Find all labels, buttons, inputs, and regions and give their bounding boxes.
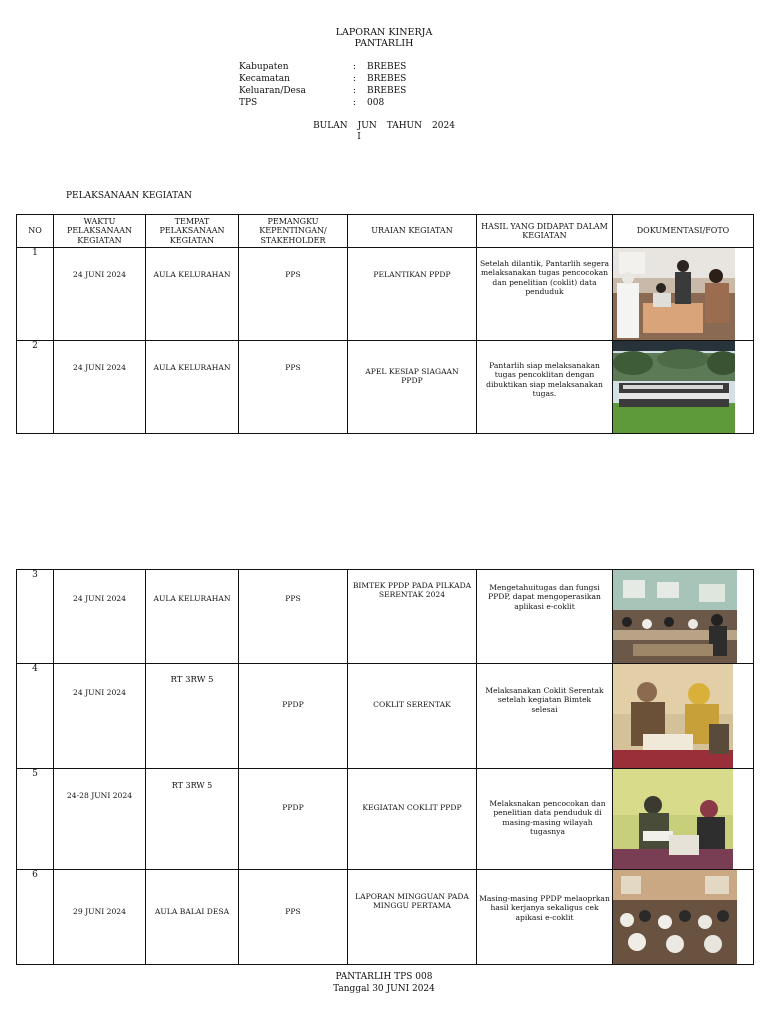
title-line-1: LAPORAN KINERJA <box>335 27 433 38</box>
row-pemangku: PPS <box>239 870 348 965</box>
row-pemangku: PPS <box>239 570 348 664</box>
row-waktu: 24 JUNI 2024 <box>54 570 146 664</box>
table-row <box>17 769 754 870</box>
report-meta <box>239 61 406 109</box>
col-header-no: NO <box>17 215 54 248</box>
report-title <box>0 27 768 49</box>
row-pemangku: PPS <box>239 341 348 434</box>
row-no: 5 <box>17 769 54 870</box>
row-uraian: PELANTIKAN PPDP <box>348 248 477 341</box>
row-no: 3 <box>17 570 54 664</box>
row-uraian: APEL KESIAP SIAGAAN PPDP <box>348 341 477 434</box>
row-no: 6 <box>17 870 54 965</box>
row-pemangku: PPDP <box>239 769 348 870</box>
row-uraian: KEGIATAN COKLIT PPDP <box>348 769 477 870</box>
report-footer <box>0 971 768 995</box>
row-photo <box>613 248 754 341</box>
bulan-value: JUN <box>357 121 377 131</box>
activity-table-page-1 <box>16 214 754 434</box>
row-tempat: RT 3RW 5 <box>146 664 239 769</box>
table-row <box>17 341 754 434</box>
row-photo <box>613 341 754 434</box>
row-hasil: Setelah dilantik, Pantarlih segera melaksanakan tugas pencocokan dan penelitian (coklit) data penduduk <box>477 248 613 341</box>
row-photo <box>613 664 754 769</box>
footer-date: Tanggal 30 JUNI 2024 <box>333 984 435 994</box>
table-row <box>17 664 754 769</box>
row-waktu: 24-28 JUNI 2024 <box>54 769 146 870</box>
meta-row: Keluaran/Desa : BREBES <box>239 86 407 96</box>
row-uraian: BIMTEK PPDP PADA PILKADA SERENTAK 2024 <box>348 570 477 664</box>
col-header-dokumentasi: DOKUMENTASI/FOTO <box>613 215 754 248</box>
training-room-photo <box>613 570 737 663</box>
col-header-pemangku: PEMANGKU KEPENTINGAN/ STAKEHOLDER <box>239 215 348 248</box>
tahun-label: TAHUN <box>386 121 423 131</box>
bulan-suffix: I <box>357 132 361 142</box>
row-photo <box>613 570 754 664</box>
row-hasil: Masing-masing PPDP melaoprkan hasil kerjanya sekaligus cek apikasi e-coklit <box>477 870 613 965</box>
col-header-uraian: URAIAN KEGIATAN <box>348 215 477 248</box>
table-row <box>17 870 754 965</box>
row-waktu: 29 JUNI 2024 <box>54 870 146 965</box>
col-header-waktu: WAKTU PELAKSANAAN KEGIATAN <box>54 215 146 248</box>
row-no: 1 <box>17 248 54 341</box>
bulan-label: BULAN <box>313 121 348 131</box>
row-waktu: 24 JUNI 2024 <box>54 248 146 341</box>
row-photo <box>613 870 754 965</box>
row-tempat: AULA BALAI DESA <box>146 870 239 965</box>
row-tempat: AULA KELURAHAN <box>146 570 239 664</box>
col-header-hasil: HASIL YANG DIDAPAT DALAM KEGIATAN <box>477 215 613 248</box>
row-uraian: COKLIT SERENTAK <box>348 664 477 769</box>
tahun-value: 2024 <box>432 121 455 131</box>
row-tempat: AULA KELURAHAN <box>146 341 239 434</box>
classroom-photo <box>613 248 735 340</box>
table-header-row <box>17 215 754 248</box>
row-no: 4 <box>17 664 54 769</box>
row-hasil: Melaksnakan pencocokan dan penelitian data penduduk di masing-masing wilayah tugasnya <box>477 769 613 870</box>
row-pemangku: PPDP <box>239 664 348 769</box>
row-waktu: 24 JUNI 2024 <box>54 664 146 769</box>
group-outdoor-photo <box>613 341 735 433</box>
table-row <box>17 248 754 341</box>
section-title: PELAKSANAAN KEGIATAN <box>66 191 193 201</box>
footer-signatory: PANTARLIH TPS 008 <box>335 972 433 982</box>
row-hasil: Mengetahuitugas dan fungsi PPDP, dapat mengoperasikan aplikasi e-coklit <box>477 570 613 664</box>
row-hasil: Pantarlih siap melaksanakan tugas pencoklitan dengan dibuktikan siap melaksanakan tugas. <box>477 341 613 434</box>
row-waktu: 24 JUNI 2024 <box>54 341 146 434</box>
col-header-tempat: TEMPAT PELAKSANAAN KEGIATAN <box>146 215 239 248</box>
meta-row: TPS : 008 <box>239 98 385 108</box>
activity-table-page-2 <box>16 569 754 965</box>
house-interview-photo <box>613 769 733 869</box>
home-visit-photo <box>613 664 733 768</box>
meta-row: Kabupaten : BREBES <box>239 62 407 72</box>
row-pemangku: PPS <box>239 248 348 341</box>
row-tempat: AULA KELURAHAN <box>146 248 239 341</box>
table-row <box>17 570 754 664</box>
row-photo <box>613 769 754 870</box>
row-uraian: LAPORAN MINGGUAN PADA MINGGU PERTAMA <box>348 870 477 965</box>
row-tempat: RT 3RW 5 <box>146 769 239 870</box>
title-line-2: PANTARLIH <box>354 38 414 49</box>
meeting-hall-photo <box>613 870 737 964</box>
meta-row: Kecamatan : BREBES <box>239 74 407 84</box>
row-no: 2 <box>17 341 54 434</box>
report-period <box>0 121 768 143</box>
row-hasil: Melaksanakan Coklit Serentak setelah kegiatan Bimtek selesai <box>477 664 613 769</box>
